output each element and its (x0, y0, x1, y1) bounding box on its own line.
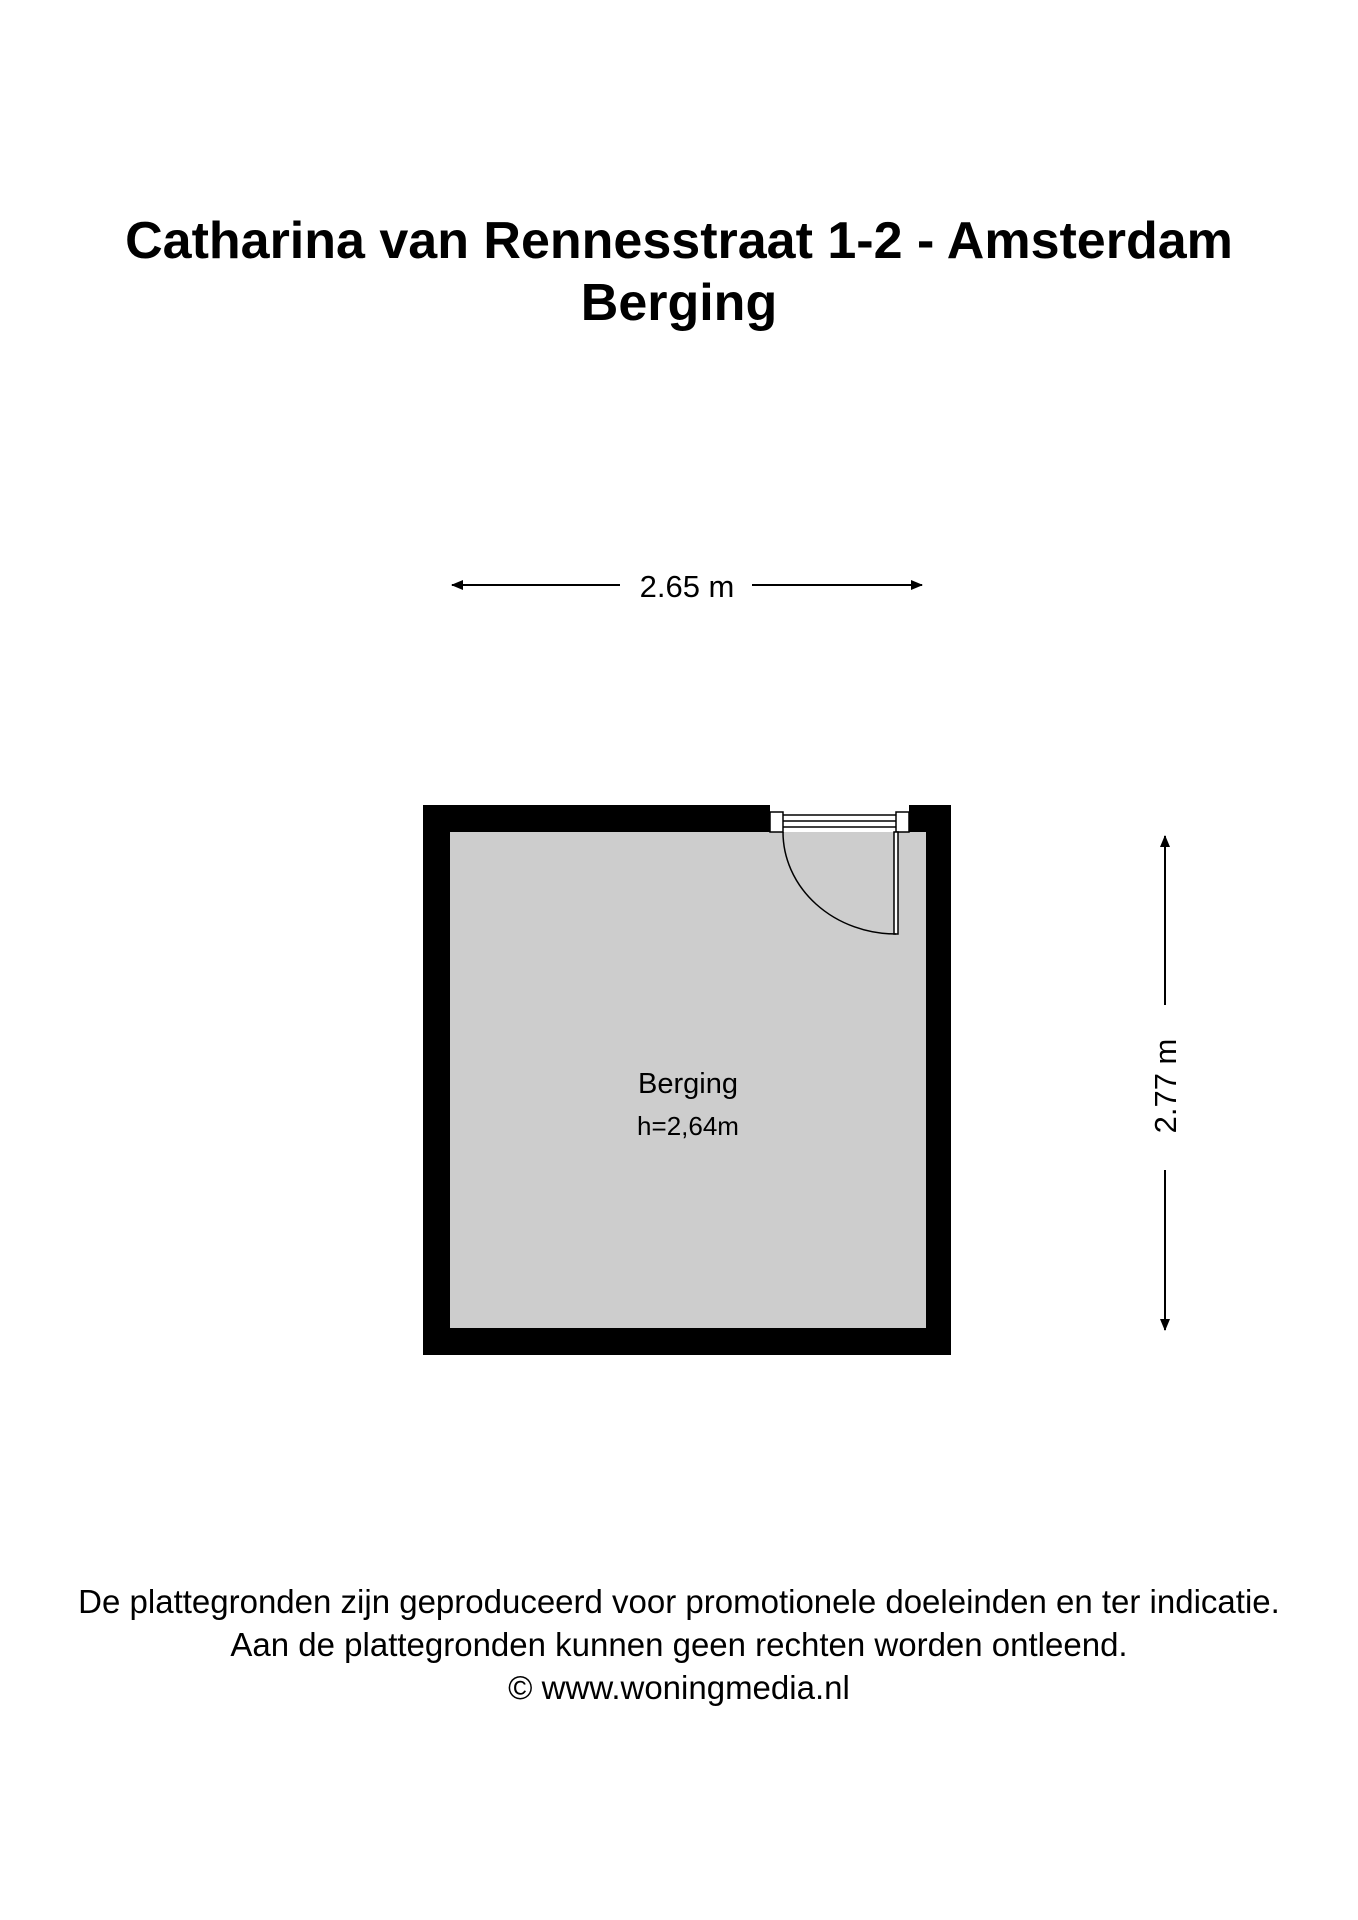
disclaimer-line-2: Aan de plattegronden kunnen geen rechten worden ontleend. (230, 1626, 1128, 1663)
door-opening (770, 805, 909, 832)
width-dimension (452, 569, 922, 604)
address-title: Catharina van Rennesstraat 1-2 - Amsterdam (125, 212, 1233, 270)
depth-dimension (1148, 836, 1183, 1330)
copyright-link[interactable]: © www.woningmedia.nl (508, 1669, 850, 1706)
door-frame-right (896, 812, 909, 832)
width-dimension-label: 2.65 m (639, 569, 735, 604)
room-height: h=2,64m (637, 1111, 739, 1141)
disclaimer-line-1: De plattegronden zijn geproduceerd voor promotionele doeleinden en ter indicatie. (78, 1583, 1280, 1620)
depth-dimension-label: 2.77 m (1148, 1038, 1183, 1134)
door-leaf (894, 832, 898, 934)
door-frame-left (770, 812, 783, 832)
room-name: Berging (638, 1068, 738, 1100)
floor-title: Berging (580, 274, 778, 332)
disclaimer-footer (0, 1580, 1358, 1709)
